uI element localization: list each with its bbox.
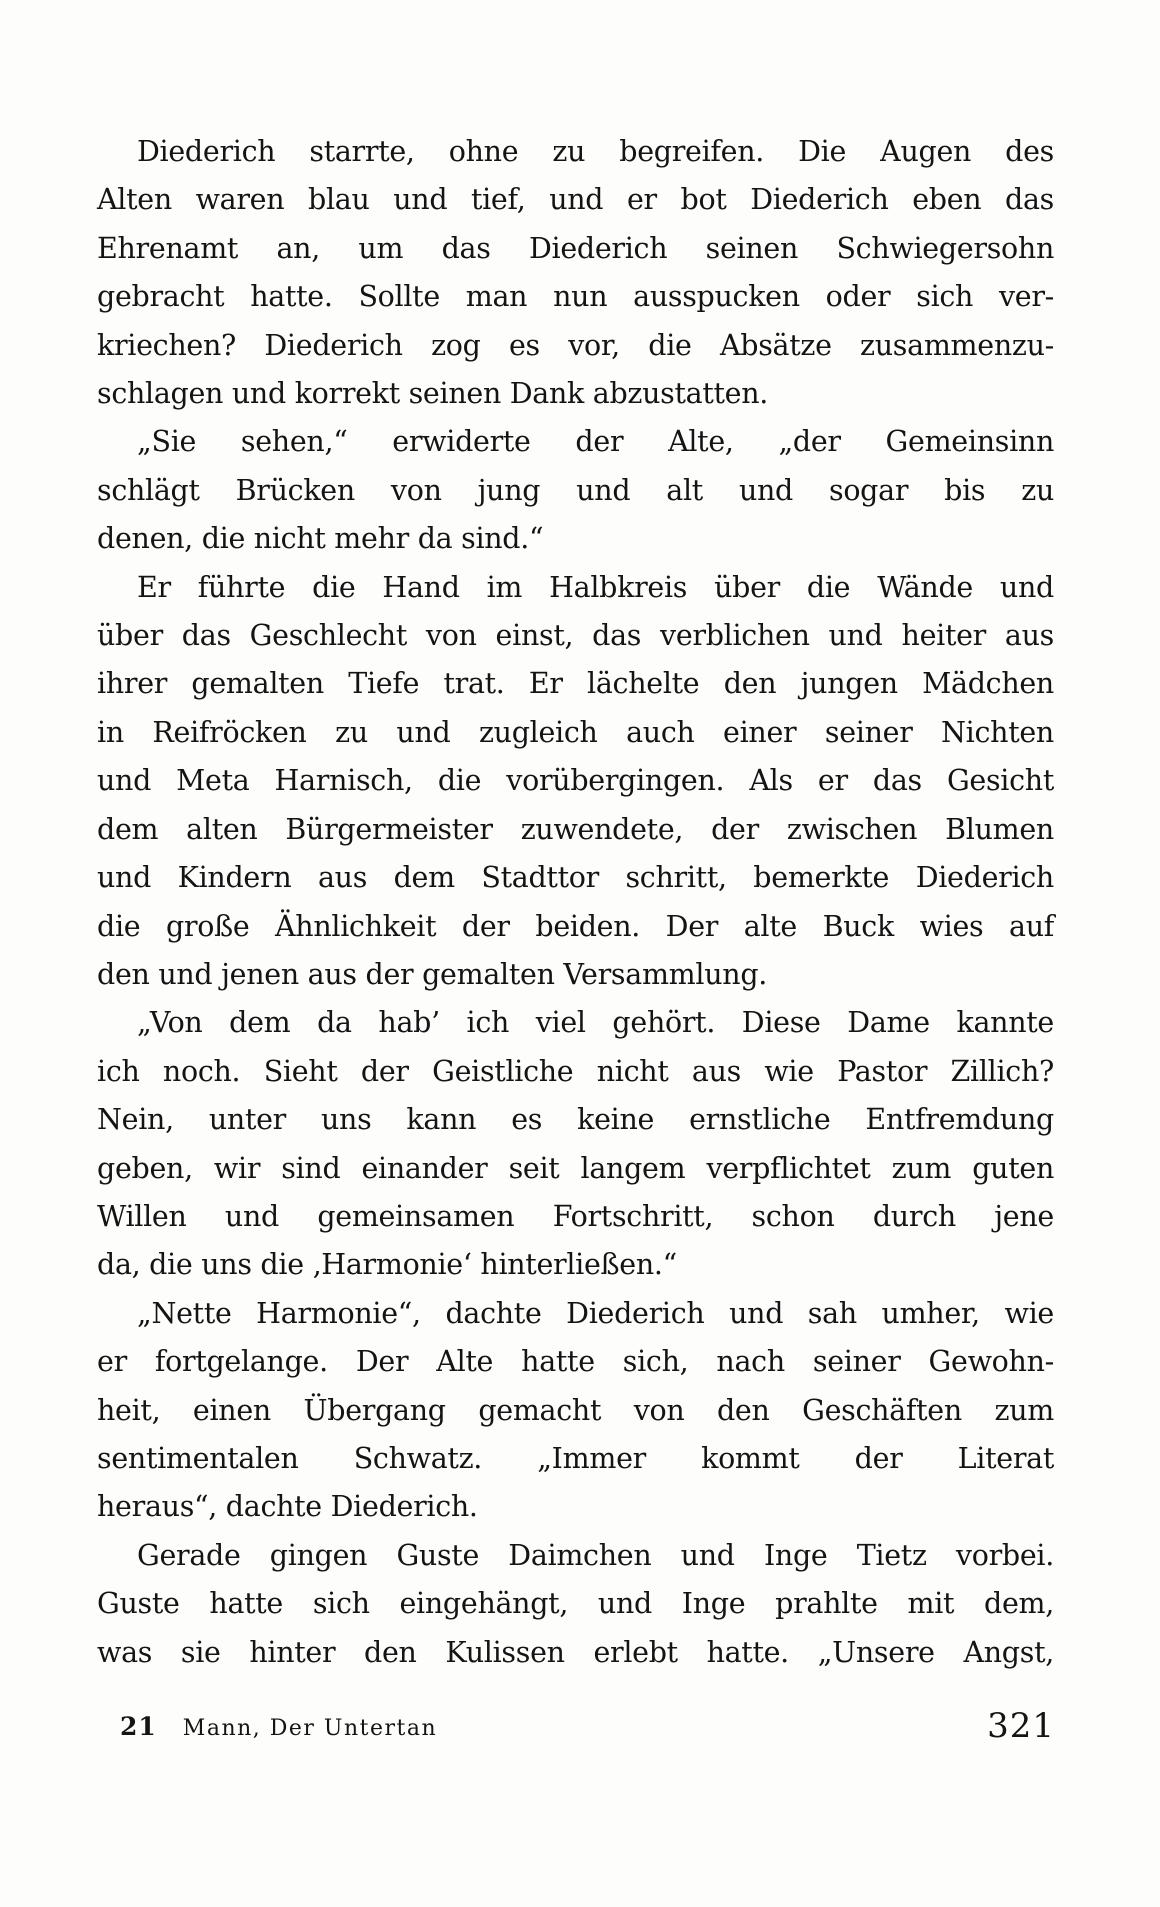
text-line: Gerade gingen Guste Daimchen und Inge Tietz vorbei. [137,1538,1054,1572]
text-line: dem alten Bürgermeister zuwendete, der zwischen Blumen [97,812,1054,846]
text-line: schlägt Brücken von jung und alt und sogar bis zu [97,473,1054,507]
text-line: heraus“, dachte Diederich. [97,1490,478,1524]
text-line: was sie hinter den Kulissen erlebt hatte. „Unsere Angst, [97,1635,1054,1669]
text-line: und Kindern aus dem Stadttor schritt, bemerkte Diederich [97,861,1054,895]
page-number: 321 [987,1706,1055,1746]
text-line: „Sie sehen,“ erwiderte der Alte, „der Gemeinsinn [137,425,1054,459]
text-line: und Meta Harnisch, die vorübergingen. Als er das Gesicht [97,764,1054,798]
text-line: in Reifröcken zu und zugleich auch einer seiner Nichten [97,715,1054,749]
text-line: Diederich starrte, ohne zu begreifen. Die Augen des [137,135,1054,168]
sheet-number: 21 [120,1712,157,1741]
text-line: Nein, unter uns kann es keine ernstliche Entfremdung [97,1103,1054,1137]
text-line: gebracht hatte. Sollte man nun ausspucken oder sich ver- [97,280,1054,314]
book-title: Mann, Der Untertan [182,1716,438,1741]
text-line: über das Geschlecht von einst, das verblichen und heiter aus [97,619,1054,653]
text-line: Willen und gemeinsamen Fortschritt, schon durch jene [97,1199,1054,1233]
text-line: die große Ähnlichkeit der beiden. Der alte Buck wies auf [97,909,1054,943]
text-line: geben, wir sind einander seit langem verpflichtet zum guten [97,1151,1054,1185]
text-line: Guste hatte sich eingehängt, und Inge prahlte mit dem, [97,1587,1054,1621]
text-block [97,128,1054,1677]
text-line: denen, die nicht mehr da sind.“ [97,522,544,556]
text-line: Er führte die Hand im Halbkreis über die Wände und [137,570,1054,604]
printers-signature [120,1712,437,1741]
text-line: ich noch. Sieht der Geistliche nicht aus wie Pastor Zillich? [97,1054,1054,1088]
text-line: ihrer gemalten Tiefe trat. Er lächelte den jungen Mädchen [97,667,1054,701]
text-line: kriechen? Diederich zog es vor, die Absätze zusammenzu- [97,328,1054,362]
text-line: Alten waren blau und tief, und er bot Diederich eben das [97,183,1054,217]
text-line: den und jenen aus der gemalten Versammlung. [97,957,768,991]
text-line: Ehrenamt an, um das Diederich seinen Schwiegersohn [97,231,1054,265]
text-line: heit, einen Übergang gemacht von den Geschäften zum [97,1393,1054,1427]
text-line: er fortgelange. Der Alte hatte sich, nach seiner Gewohn- [97,1345,1054,1379]
text-line: schlagen und korrekt seinen Dank abzustatten. [97,377,769,411]
text-line: „Von dem da hab’ ich viel gehört. Diese Dame kannte [137,1006,1054,1040]
text-line: „Nette Harmonie“, dachte Diederich und sah umher, wie [137,1296,1054,1330]
text-line: sentimentalen Schwatz. „Immer kommt der Literat [97,1441,1054,1475]
text-line: da, die uns die ‚Harmonie‘ hinterließen.“ [97,1248,677,1282]
page-footer [0,1706,1160,1756]
